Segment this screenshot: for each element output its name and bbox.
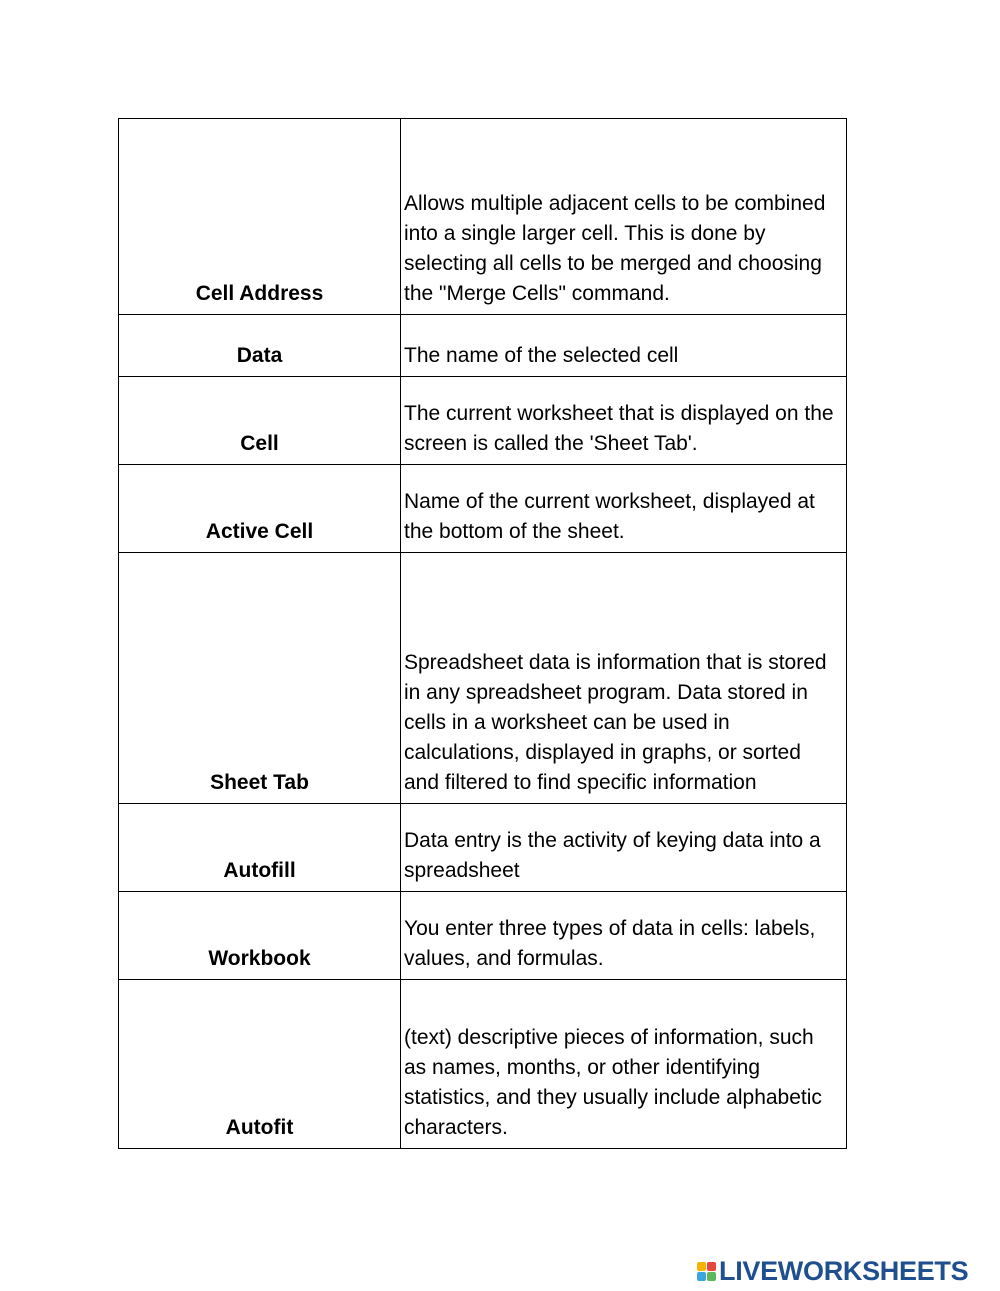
table-row [119,377,847,465]
definition-cell: The current worksheet that is displayed on the screen is called the 'Sheet Tab'. [401,377,847,465]
definition-cell: Data entry is the activity of keying data into a spreadsheet [401,804,847,892]
liveworksheets-logo[interactable] [697,1255,968,1287]
table-row [119,980,847,1149]
logo-square [707,1262,716,1271]
matching-table [118,118,847,1149]
definition-cell: Spreadsheet data is information that is stored in any spreadsheet program. Data stored in cells in a worksheet can be used in calculations, displayed in graphs, or sorted and filtered to find specific information [401,553,847,804]
logo-square [697,1262,706,1271]
table-row [119,553,847,804]
definition-cell: Name of the current worksheet, displayed at the bottom of the sheet. [401,465,847,553]
term-cell: Cell [119,377,401,465]
term-cell: Sheet Tab [119,553,401,804]
table-row [119,465,847,553]
term-cell: Active Cell [119,465,401,553]
logo-square [707,1272,716,1281]
definition-cell: (text) descriptive pieces of information, such as names, months, or other identifying statistics, and they usually include alphabetic characters. [401,980,847,1149]
table-row [119,804,847,892]
term-cell: Autofill [119,804,401,892]
table-row [119,315,847,377]
table-row [119,119,847,315]
term-cell: Workbook [119,892,401,980]
term-cell: Data [119,315,401,377]
definition-cell: The name of the selected cell [401,315,847,377]
logo-square [697,1272,706,1281]
term-cell: Autofit [119,980,401,1149]
logo-text: LIVEWORKSHEETS [719,1255,969,1286]
term-cell: Cell Address [119,119,401,315]
table-row [119,892,847,980]
definition-cell: Allows multiple adjacent cells to be combined into a single larger cell. This is done by selecting all cells to be merged and choosing the "Merge Cells" command. [401,119,847,315]
definition-cell: You enter three types of data in cells: labels, values, and formulas. [401,892,847,980]
logo-mark-icon [697,1262,716,1281]
